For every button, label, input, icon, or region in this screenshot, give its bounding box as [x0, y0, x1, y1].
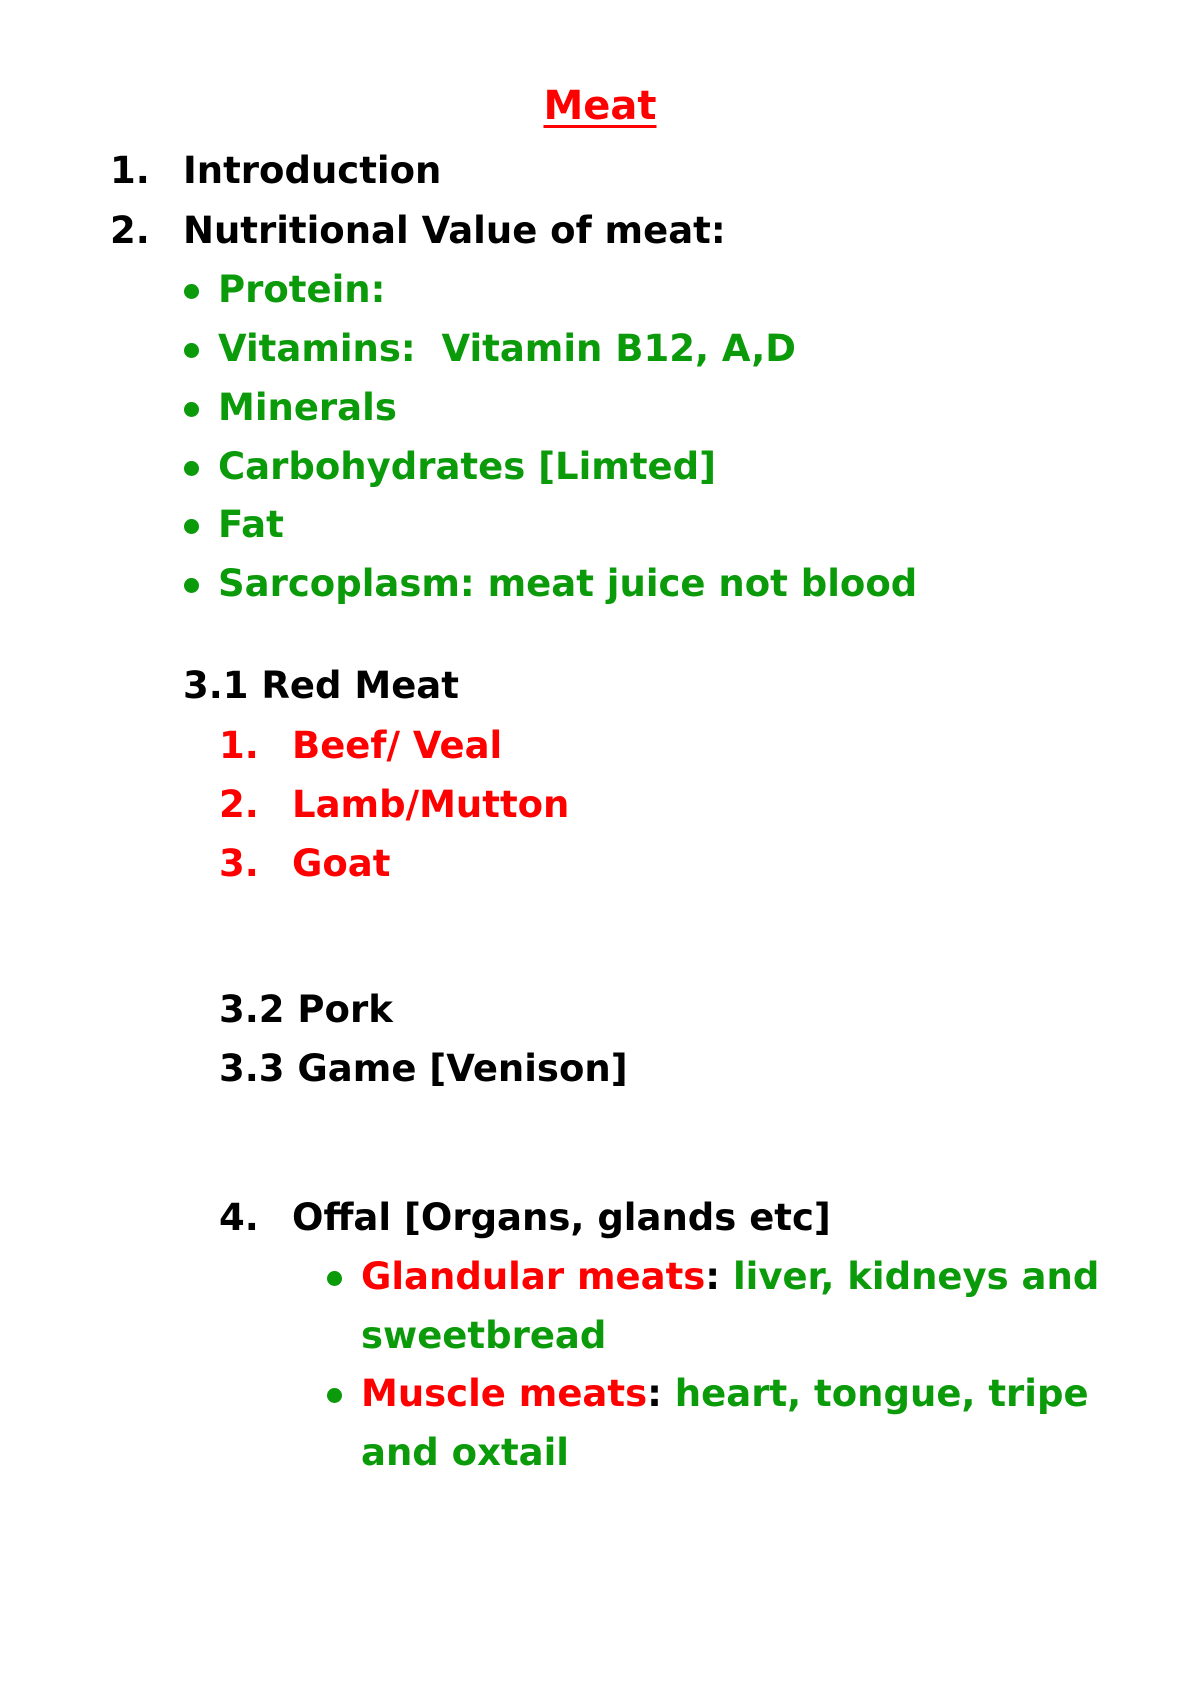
offal-item-line: [361, 1255, 1100, 1298]
section-heading-red-meat: 3.1 Red Meat: [183, 664, 459, 707]
nutrient-text: Vitamins: Vitamin B12, A,D: [218, 327, 796, 370]
list-item-text: Nutritional Value of meat:: [183, 209, 726, 252]
list-number: 4.: [219, 1196, 259, 1239]
list-number: 2.: [110, 209, 150, 252]
list-number: 3.: [219, 842, 259, 885]
list-item-text: Goat: [292, 842, 391, 885]
offal-item-glandular-continued: sweetbread: [361, 1314, 607, 1357]
bullet-icon: [184, 461, 199, 476]
page-title: [0, 83, 1200, 129]
list-item-text: Offal [Organs, glands etc]: [292, 1196, 831, 1239]
offal-item-label: Muscle meats: [361, 1372, 648, 1415]
bullet-icon: [184, 284, 199, 299]
list-item-text: Beef/ Veal: [292, 724, 503, 767]
nutrient-text: Minerals: [218, 386, 397, 429]
nutrient-text: Carbohydrates [Limted]: [218, 445, 717, 488]
bullet-icon: [327, 1271, 342, 1286]
list-item-text: Lamb/Mutton: [292, 783, 570, 826]
bullet-icon: [184, 519, 199, 534]
section-heading-pork: 3.2 Pork: [219, 988, 393, 1031]
offal-item-muscle-continued: and oxtail: [361, 1431, 569, 1474]
bullet-icon: [184, 578, 199, 593]
offal-item-line: [361, 1372, 1089, 1415]
nutrient-text: Sarcoplasm: meat juice not blood: [218, 562, 918, 605]
list-item-text: Introduction: [183, 149, 442, 192]
list-number: 2.: [219, 783, 259, 826]
offal-item-separator: :: [647, 1372, 662, 1415]
nutrient-text: Fat: [218, 503, 284, 546]
bullet-icon: [184, 402, 199, 417]
nutrient-text: Protein:: [218, 268, 386, 311]
section-heading-game: 3.3 Game [Venison]: [219, 1047, 628, 1090]
page-title-text: Meat: [543, 83, 657, 129]
bullet-icon: [327, 1388, 342, 1403]
bullet-icon: [184, 343, 199, 358]
offal-item-text: liver, kidneys and: [720, 1255, 1100, 1298]
list-number: 1.: [110, 149, 150, 192]
offal-item-separator: :: [705, 1255, 721, 1298]
list-number: 1.: [219, 724, 259, 767]
offal-item-label: Glandular meats: [361, 1255, 706, 1298]
offal-item-text: heart, tongue, tripe: [661, 1372, 1089, 1415]
